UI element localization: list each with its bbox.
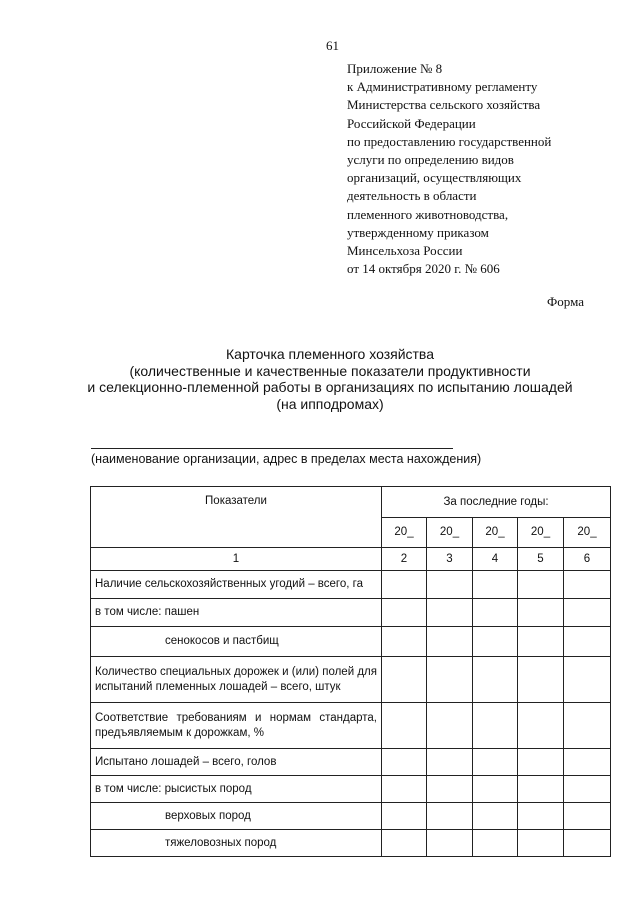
column-number: 5 <box>518 548 564 571</box>
row-label: сенокосов и пастбищ <box>91 627 382 657</box>
value-cell[interactable] <box>382 657 427 703</box>
column-number: 6 <box>564 548 611 571</box>
value-cell[interactable] <box>564 571 611 599</box>
value-cell[interactable] <box>427 627 473 657</box>
row-label: Соответствие требованиям и нормам стандарта, предъявляемым к дорожкам, % <box>91 703 382 749</box>
value-cell[interactable] <box>382 571 427 599</box>
column-number: 3 <box>427 548 473 571</box>
appendix-line: от 14 октября 2020 г. № 606 <box>347 261 500 277</box>
value-cell[interactable] <box>473 830 518 857</box>
value-cell[interactable] <box>518 703 564 749</box>
value-cell[interactable] <box>427 776 473 803</box>
header-years: За последние годы: <box>382 487 611 518</box>
table-row <box>91 703 611 749</box>
value-cell[interactable] <box>518 776 564 803</box>
value-cell[interactable] <box>473 749 518 776</box>
value-cell[interactable] <box>382 703 427 749</box>
column-number: 4 <box>473 548 518 571</box>
table-row <box>91 599 611 627</box>
title-line: Карточка племенного хозяйства <box>226 346 434 362</box>
value-cell[interactable] <box>564 599 611 627</box>
appendix-line: деятельность в области <box>347 188 477 204</box>
value-cell[interactable] <box>382 830 427 857</box>
value-cell[interactable] <box>473 803 518 830</box>
value-cell[interactable] <box>427 703 473 749</box>
organization-caption: (наименование организации, адрес в пределах места нахождения) <box>91 452 482 466</box>
value-cell[interactable] <box>427 830 473 857</box>
value-cell[interactable] <box>564 749 611 776</box>
table-row <box>91 749 611 776</box>
row-label: верховых пород <box>91 803 382 830</box>
page-number: 61 <box>326 38 339 53</box>
value-cell[interactable] <box>382 599 427 627</box>
value-cell[interactable] <box>564 703 611 749</box>
value-cell[interactable] <box>427 599 473 627</box>
value-cell[interactable] <box>473 599 518 627</box>
value-cell[interactable] <box>382 776 427 803</box>
appendix-line: по предоставлению государственной <box>347 133 552 149</box>
appendix-line: к Административному регламенту <box>347 79 538 95</box>
value-cell[interactable] <box>518 571 564 599</box>
table-row <box>91 776 611 803</box>
column-number: 1 <box>91 548 382 571</box>
column-number: 2 <box>382 548 427 571</box>
appendix-line: племенного животноводства, <box>347 206 509 222</box>
year-cell: 20_ <box>473 517 518 548</box>
value-cell[interactable] <box>473 627 518 657</box>
row-label: в том числе: рысистых пород <box>91 776 382 803</box>
appendix-line: утвержденному приказом <box>347 224 489 240</box>
organization-name-line[interactable] <box>91 448 453 449</box>
value-cell[interactable] <box>518 749 564 776</box>
header-indicators: Показатели <box>91 487 382 548</box>
table-row <box>91 627 611 657</box>
value-cell[interactable] <box>382 803 427 830</box>
title-line: (количественные и качественные показатели продуктивности <box>129 362 531 379</box>
appendix-line: услуги по определению видов <box>347 152 514 168</box>
row-label: Количество специальных дорожек и (или) полей для испытаний племенных лошадей – всего, штук <box>91 657 382 703</box>
value-cell[interactable] <box>564 803 611 830</box>
value-cell[interactable] <box>382 749 427 776</box>
table-row <box>91 657 611 703</box>
appendix-line: Приложение № 8 <box>347 61 443 76</box>
title-line: и селекционно-племенной работы в организациях по испытанию лошадей <box>87 379 573 395</box>
value-cell[interactable] <box>564 776 611 803</box>
form-label: Форма <box>547 294 584 309</box>
value-cell[interactable] <box>564 657 611 703</box>
table-row <box>91 571 611 599</box>
table-row <box>91 803 611 830</box>
value-cell[interactable] <box>473 776 518 803</box>
value-cell[interactable] <box>518 830 564 857</box>
year-cell: 20_ <box>564 517 611 548</box>
indicators-table <box>90 486 611 857</box>
year-cell: 20_ <box>382 517 427 548</box>
value-cell[interactable] <box>518 627 564 657</box>
value-cell[interactable] <box>564 830 611 857</box>
value-cell[interactable] <box>473 571 518 599</box>
appendix-line: организаций, осуществляющих <box>347 170 522 186</box>
appendix-line: Министерства сельского хозяйства <box>347 97 541 113</box>
row-label: Наличие сельскохозяйственных угодий – всего, га <box>91 571 382 599</box>
title-line: (на ипподромах) <box>276 395 384 412</box>
appendix-line: Минсельхоза России <box>347 243 463 259</box>
value-cell[interactable] <box>427 803 473 830</box>
table-row <box>91 830 611 857</box>
value-cell[interactable] <box>473 703 518 749</box>
value-cell[interactable] <box>564 627 611 657</box>
year-cell: 20_ <box>518 517 564 548</box>
value-cell[interactable] <box>382 627 427 657</box>
row-label: Испытано лошадей – всего, голов <box>91 749 382 776</box>
row-label: тяжеловозных пород <box>91 830 382 857</box>
row-label: в том числе: пашен <box>91 599 382 627</box>
appendix-block <box>347 60 551 278</box>
value-cell[interactable] <box>427 657 473 703</box>
value-cell[interactable] <box>518 657 564 703</box>
appendix-line: Российской Федерации <box>347 115 476 131</box>
year-cell: 20_ <box>427 517 473 548</box>
value-cell[interactable] <box>473 657 518 703</box>
value-cell[interactable] <box>518 803 564 830</box>
value-cell[interactable] <box>518 599 564 627</box>
document-title <box>60 346 600 412</box>
value-cell[interactable] <box>427 749 473 776</box>
value-cell[interactable] <box>427 571 473 599</box>
